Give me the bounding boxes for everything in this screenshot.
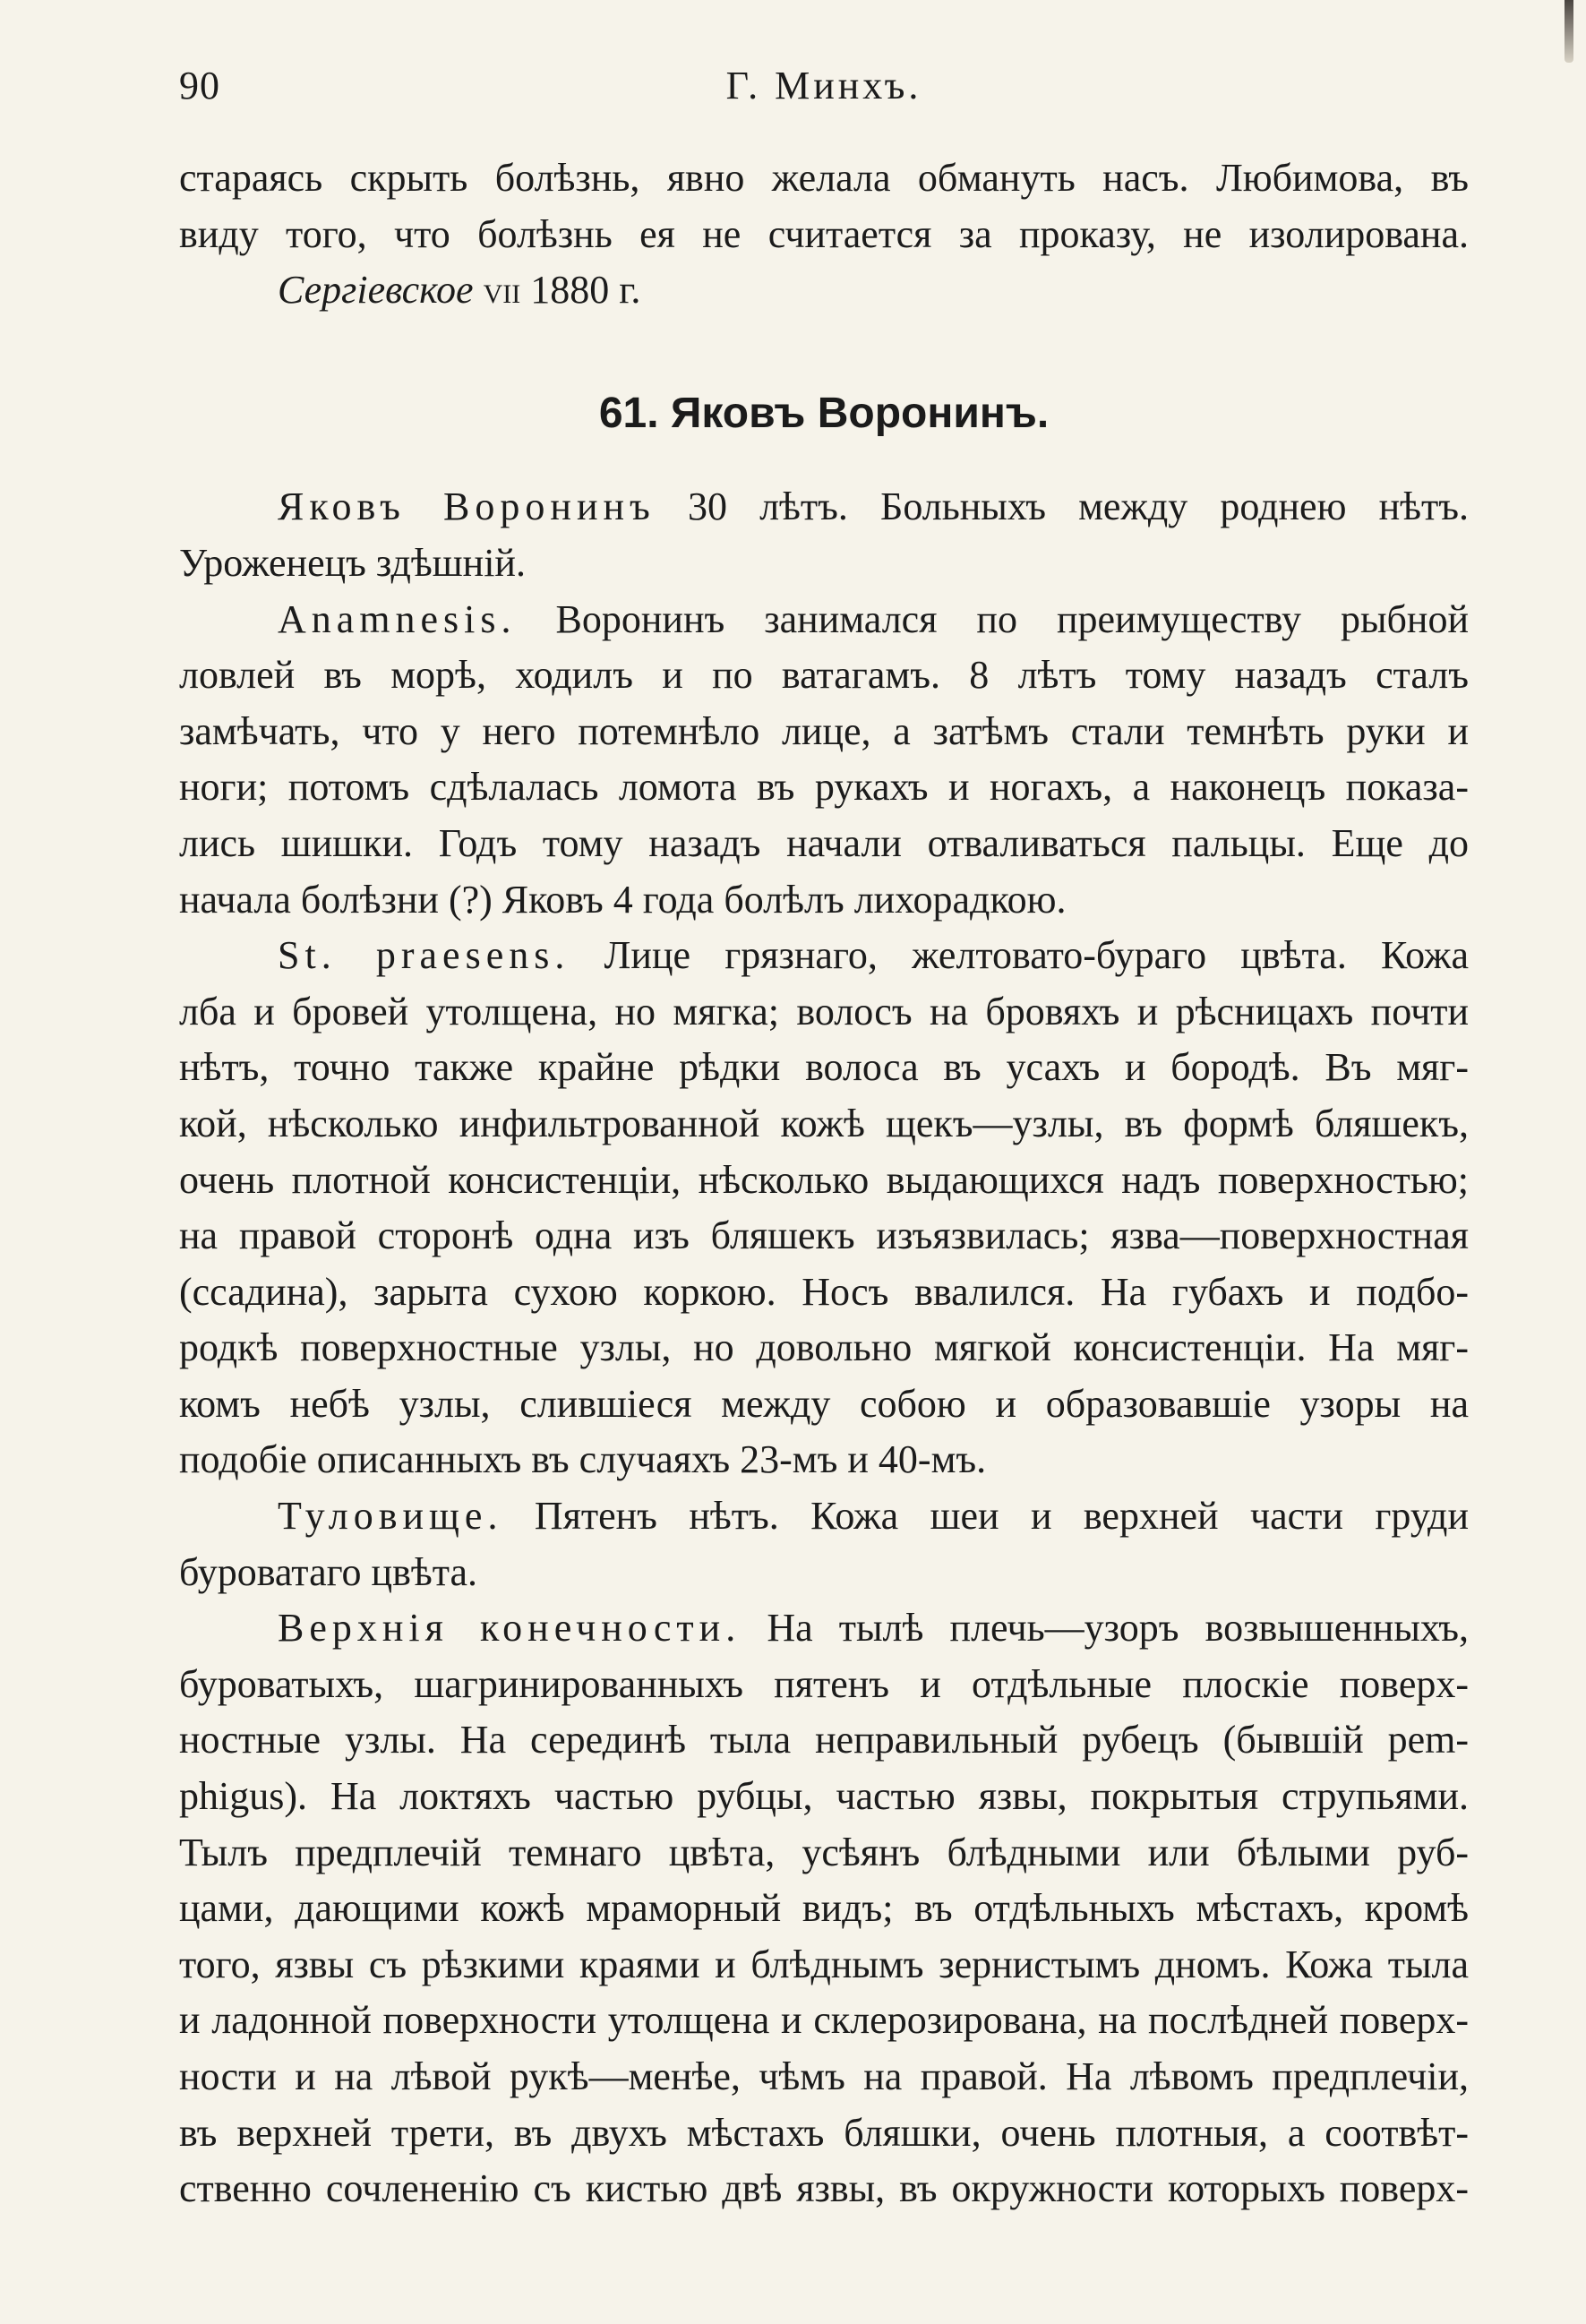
text-line: лба и бровей утолщена, но мягка; волосъ на бровяхъ и рѣсницахъ почти	[179, 989, 1469, 1033]
text-line: того, язвы съ рѣзкими краями и блѣднымъ зернистымъ дномъ. Кожа тыла	[179, 1942, 1469, 1986]
text-line: подобіе описанныхъ въ случаяхъ 23-мъ и 40-мъ.	[179, 1437, 987, 1482]
text-line: ственно сочлененію съ кистью двѣ язвы, въ окружности которыхъ поверх-	[179, 2166, 1469, 2211]
text-line: начала болѣзни (?) Яковъ 4 года болѣлъ лихорадкою.	[179, 877, 1067, 922]
trunk-label: Туловище.	[278, 1494, 503, 1539]
text-line: замѣчать, что у него потемнѣло лице, а затѣмъ стали темнѣть руки и	[179, 708, 1469, 753]
text-line: лись шишки. Годъ тому назадъ начали отваливаться пальцы. Еще до	[179, 820, 1469, 865]
year: 1880 г.	[530, 268, 641, 313]
text-line: ностные узлы. На серединѣ тыла неправильный рубецъ (бывшій pem-	[179, 1718, 1469, 1762]
text-line: (ссадина), зарыта сухою коркою. Носъ ввалился. На губахъ и подбо-	[179, 1269, 1469, 1314]
upper-limbs-label: Верхнія конечности.	[278, 1606, 742, 1651]
text-line: и ладонной поверхности утолщена и склерозирована, на послѣдней поверх-	[179, 1998, 1469, 2043]
text-line: на правой сторонѣ одна изъ бляшекъ изъязвилась; язва—поверхностная	[179, 1213, 1469, 1258]
text-line: ловлей въ морѣ, ходилъ и по ватагамъ. 8 лѣтъ тому назадъ сталъ	[179, 653, 1469, 698]
upper-limbs-line-1: Верхнія конечности. На тылѣ плечь—узоръ возвышенныхъ,	[278, 1606, 1469, 1651]
text-line: очень плотной консистенціи, нѣсколько выдающихся надъ поверхностью;	[179, 1157, 1469, 1202]
text-line: комъ небѣ узлы, слившіеся между собою и образовавшіе узоры на	[179, 1381, 1469, 1426]
text-line: буроватаго цвѣта.	[179, 1549, 478, 1594]
text-line: ноги; потомъ сдѣлалась ломота въ рукахъ и ногахъ, а наконецъ показа-	[179, 765, 1469, 810]
page-number: 90	[179, 64, 220, 107]
text-line: нѣтъ, точно также крайне рѣдки волоса въ усахъ и бородѣ. Въ мяг-	[179, 1045, 1469, 1090]
text-line: виду того, что болѣзнь ея не считается за проказу, не изолирована.	[179, 211, 1469, 256]
trunk-line-1: Туловище. Пятенъ нѣтъ. Кожа шеи и верхней части груди	[278, 1494, 1469, 1539]
text-line: стараясь скрыть болѣзнь, явно желала обмануть насъ. Любимова, въ	[179, 156, 1469, 200]
anamnesis-line-1: Anamnesis. Воронинъ занимался по преимуществу рыбной	[278, 596, 1469, 641]
text-line: ности и на лѣвой рукѣ—менѣе, чѣмъ на правой. На лѣвомъ предплечіи,	[179, 2054, 1469, 2098]
text-line: цами, дающими кожѣ мраморный видъ; въ отдѣльныхъ мѣстахъ, кромѣ	[179, 1886, 1469, 1931]
intro-line-1: Яковъ Воронинъ 30 лѣтъ. Больныхъ между роднею нѣтъ.	[278, 485, 1469, 529]
place-date-line	[179, 262, 1469, 323]
status-line-1: St. praesens. Лице грязнаго, желтовато-бураго цвѣта. Кожа	[278, 933, 1469, 978]
patient-name: Яковъ Воронинъ	[278, 485, 656, 529]
text-line: Тылъ предплечій темнаго цвѣта, усѣянъ блѣдными или бѣлыми руб-	[179, 1830, 1469, 1874]
text-line: Уроженецъ здѣшній.	[179, 540, 526, 585]
month-numeral: VII	[483, 279, 521, 310]
status-label: St. praesens.	[278, 933, 570, 978]
text-line: phigus). На локтяхъ частью рубцы, частью язвы, покрытыя струпьями.	[179, 1774, 1469, 1819]
text-line: родкѣ поверхностные узлы, но довольно мягкой консистенціи. На мяг-	[179, 1325, 1469, 1370]
running-title: Г. Минхъ.	[725, 64, 922, 107]
page-text	[179, 150, 1469, 2217]
case-heading: 61. Яковъ Воронинъ.	[598, 389, 1050, 437]
text-line: кой, нѣсколько инфильтрованной кожѣ щекъ—узлы, въ формѣ бляшекъ,	[179, 1101, 1469, 1145]
anamnesis-label: Anamnesis.	[278, 596, 517, 641]
place-name: Сергіевское	[278, 268, 474, 313]
text-line: въ верхней трети, въ двухъ мѣстахъ бляшки, очень плотныя, а соотвѣт-	[179, 2110, 1469, 2155]
text-line: буроватыхъ, шагринированныхъ пятенъ и отдѣльные плоскіе поверх-	[179, 1661, 1469, 1706]
page-edge-mark	[1565, 0, 1573, 63]
page-header	[179, 63, 1469, 116]
